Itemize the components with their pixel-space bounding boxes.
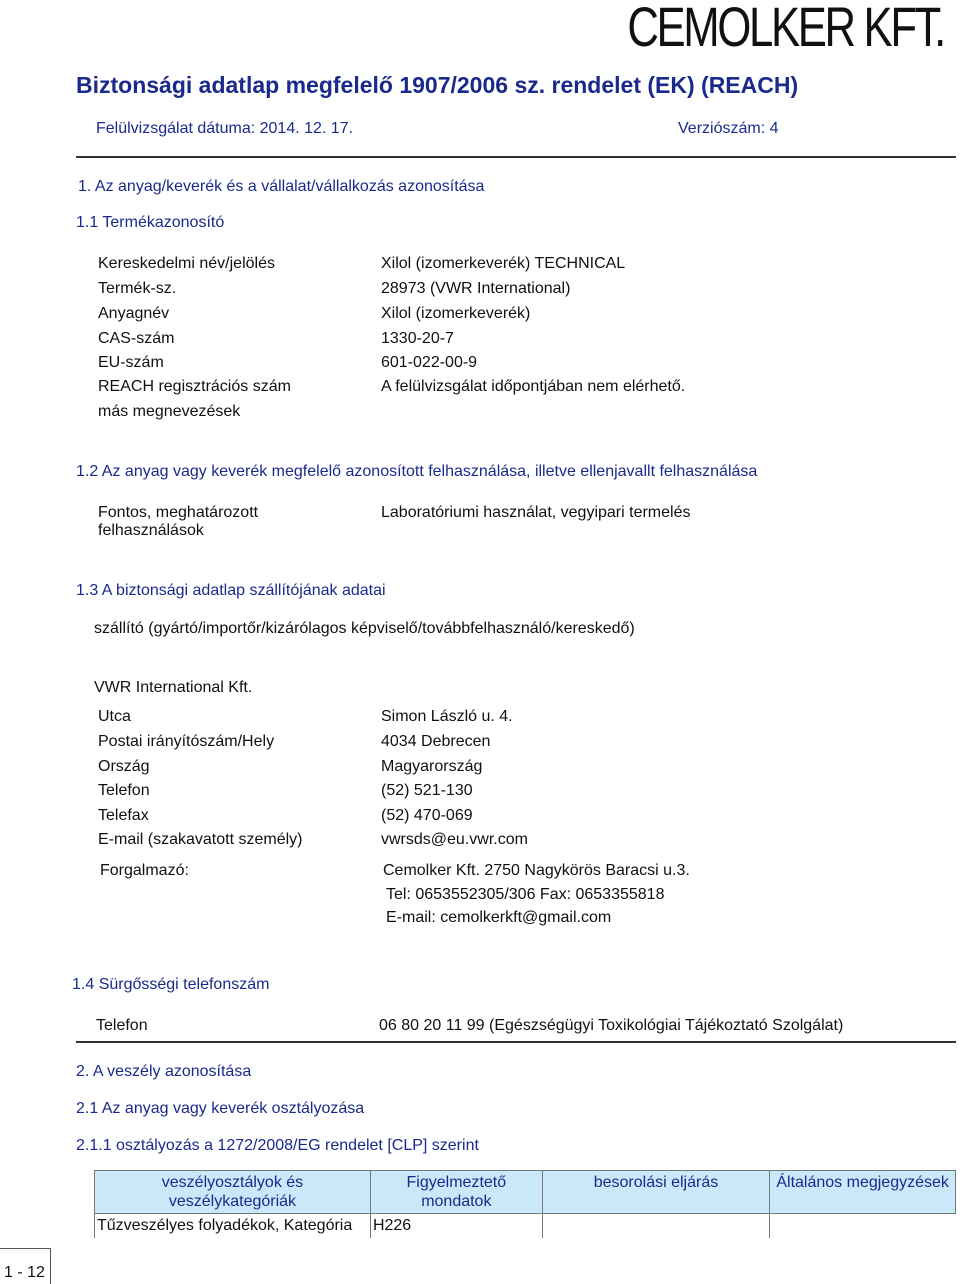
- section-2-1-heading: 2.1 Az anyag vagy keverék osztályozása: [76, 1100, 365, 1117]
- table-cell: Tűzveszélyes folyadékok, Kategória: [95, 1214, 371, 1239]
- section-1-4-heading: 1.4 Sürgősségi telefonszám: [72, 976, 270, 993]
- emergency-label: Telefon: [96, 1017, 148, 1034]
- section-1-2-heading: 1.2 Az anyag vagy keverék megfelelő azonosított felhasználása, illetve ellenjavallt felhasználása: [76, 463, 758, 480]
- section-1-heading: 1. Az anyag/keverék és a vállalat/vállalkozás azonosítása: [78, 178, 485, 195]
- uses-label: Fontos, meghatározott: [98, 504, 259, 521]
- field-value: (52) 470-069: [381, 807, 473, 824]
- field-label: más megnevezések: [98, 403, 241, 420]
- field-label: Ország: [98, 758, 150, 775]
- field-value: 601-022-00-9: [381, 354, 478, 371]
- column-header: Általános megjegyzések: [770, 1171, 956, 1214]
- classification-table: [94, 1170, 956, 1238]
- section-1-1-heading: 1.1 Termékazonosító: [76, 214, 225, 231]
- field-value: 4034 Debrecen: [381, 733, 491, 750]
- distributor-line: E-mail: cemolkerkft@gmail.com: [386, 909, 612, 926]
- field-value: vwrsds@eu.vwr.com: [381, 831, 528, 848]
- table-cell: [542, 1214, 770, 1239]
- column-header: Figyelmeztető mondatok: [370, 1171, 542, 1214]
- supplier-name: VWR International Kft.: [94, 679, 253, 696]
- field-value: Xilol (izomerkeverék) TECHNICAL: [381, 255, 626, 272]
- field-label: Utca: [98, 708, 131, 725]
- header-divider: [76, 156, 956, 158]
- table-cell: H226: [370, 1214, 542, 1239]
- field-value: Simon László u. 4.: [381, 708, 513, 725]
- field-value: 1330-20-7: [381, 330, 454, 347]
- field-label: E-mail (szakavatott személy): [98, 831, 303, 848]
- table-row: [95, 1214, 956, 1239]
- column-header: besorolási eljárás: [542, 1171, 770, 1214]
- field-label: CAS-szám: [98, 330, 175, 347]
- table-cell: [770, 1214, 956, 1239]
- field-label: REACH regisztrációs szám: [98, 378, 291, 395]
- distributor-label: Forgalmazó:: [100, 862, 189, 879]
- field-label: EU-szám: [98, 354, 164, 371]
- field-label: Anyagnév: [98, 305, 170, 322]
- section-2-1-1-heading: 2.1.1 osztályozás a 1272/2008/EG rendelet [CLP] szerint: [76, 1137, 479, 1154]
- section-1-3-heading: 1.3 A biztonsági adatlap szállítójának adatai: [76, 582, 386, 599]
- supplier-heading: szállító (gyártó/importőr/kizárólagos képviselő/továbbfelhasználó/kereskedő): [94, 620, 635, 637]
- section-divider: [76, 1041, 956, 1043]
- field-label: Telefon: [98, 782, 150, 799]
- section-2-heading: 2. A veszély azonosítása: [76, 1063, 252, 1080]
- field-value: 28973 (VWR International): [381, 280, 571, 297]
- uses-label: felhasználások: [98, 522, 204, 539]
- revision-date: Felülvizsgálat dátuma: 2014. 12. 17.: [96, 120, 354, 137]
- version-number: Verziószám: 4: [678, 120, 779, 137]
- field-value: Magyarország: [381, 758, 483, 775]
- field-label: Kereskedelmi név/jelölés: [98, 255, 275, 272]
- uses-value: Laboratóriumi használat, vegyipari termelés: [381, 504, 691, 521]
- field-label: Postai irányítószám/Hely: [98, 733, 275, 750]
- page-title: Biztonsági adatlap megfelelő 1907/2006 sz. rendelet (EK) (REACH): [76, 72, 799, 98]
- company-logo-text: CEMOLKER KFT.: [627, 0, 944, 58]
- field-value: A felülvizsgálat időpontjában nem elérhető.: [381, 378, 686, 395]
- field-label: Termék-sz.: [98, 280, 177, 297]
- distributor-line: Tel: 0653552305/306 Fax: 0653355818: [386, 886, 665, 903]
- emergency-value: 06 80 20 11 99 (Egészségügyi Toxikológiai Tájékoztató Szolgálat): [379, 1017, 844, 1034]
- table-header-row: [95, 1171, 956, 1214]
- field-label: Telefax: [98, 807, 149, 824]
- field-value: (52) 521-130: [381, 782, 473, 799]
- distributor-line: Cemolker Kft. 2750 Nagykörös Baracsi u.3.: [383, 862, 690, 879]
- page-number: 1 - 12: [4, 1264, 45, 1281]
- field-value: Xilol (izomerkeverék): [381, 305, 531, 322]
- column-header: veszélyosztályok és veszélykategóriák: [95, 1171, 371, 1214]
